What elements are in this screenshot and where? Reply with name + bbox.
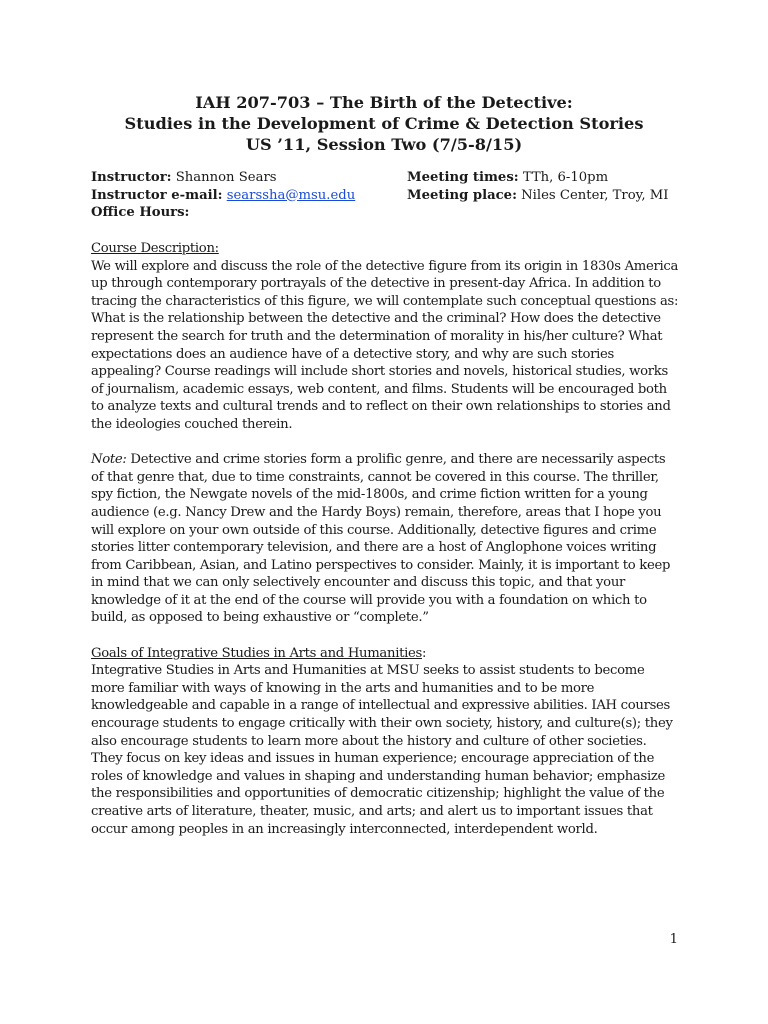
meeting-times-label: Meeting times: — [407, 170, 519, 185]
meeting-place-row — [407, 187, 707, 205]
note-paragraph — [91, 451, 681, 627]
goals-heading-colon: : — [422, 645, 427, 661]
course-description-heading — [91, 240, 681, 258]
meeting-place-label: Meeting place: — [407, 187, 517, 203]
office-hours-label: Office Hours: — [91, 205, 190, 220]
syllabus-body — [91, 240, 681, 838]
meeting-place-value: Niles Center, Troy, MI — [516, 187, 669, 203]
spacer — [91, 627, 681, 645]
email-label: Instructor e-mail: — [91, 187, 223, 203]
instructor-name: Shannon Sears — [171, 170, 277, 185]
goals-heading — [91, 645, 681, 663]
course-description-paragraph: We will explore and discuss the role of the detective figure from its origin in 1830s America up through contemporary portrayals of the detective in present-day Africa. In addition to tracing the characteristics of this figure, we will contemplate such conceptual questions as: What is the relationship between the detective and the criminal? How does the detective represent the search for truth and the determination of morality in his/her culture? What expectations does an audience have of a detective story, and why are such stories appealing? Course readings will include short stories and novels, historical studies, works of journalism, academic essays, web content, and films. Students will be encouraged both to analyze texts and cultural trends and to reflect on their own relationships to stories and the ideologies couched therein. — [91, 258, 679, 432]
meeting-times-row — [407, 169, 707, 187]
spacer — [91, 434, 681, 452]
course-title: IAH 207-703 – The Birth of the Detective: — [195, 93, 573, 112]
office-hours-row — [91, 204, 401, 222]
course-session: US ’11, Session Two (7/5-8/15) — [245, 135, 523, 154]
instructor-row — [91, 169, 401, 187]
note-text: Detective and crime stories form a prolific genre, and there are necessarily aspects of that genre that, due to time constraints, cannot be covered in this course. The thriller, spy fiction, the Newgate novels of the mid-1800s, and crime fiction written for a young audience (e.g. Nancy Drew and the Hardy Boys) remain, therefore, areas that I hope you will explore on your own outside of this course. Additionally, detective figures and crime stories litter contemporary television, and there are a host of Anglophone voices writing from Caribbean, Asian, and Latino perspectives to consider. Mainly, it is important to keep in mind that we can only selectively encounter and discuss this topic, and that your knowledge of it at the end of the course will provide you with a foundation on which to build, as opposed to being exhaustive or “complete.” — [91, 452, 671, 626]
course-subtitle: Studies in the Development of Crime & Detection Stories — [124, 114, 644, 133]
email-row — [91, 187, 401, 205]
goals-heading-text: Goals of Integrative Studies in Arts and Humanities — [91, 645, 422, 661]
page-number: 1 — [669, 932, 678, 947]
instructor-label: Instructor: — [91, 170, 172, 185]
instructor-info — [91, 169, 401, 222]
note-label: Note: — [91, 452, 127, 468]
goals-paragraph: Integrative Studies in Arts and Humanities at MSU seeks to assist students to become more familiar with ways of knowing in the arts and humanities and to be more knowledgeable and capable in a range of intellectual and expressive abilities. IAH courses encourage students to engage critically with their own society, history, and culture(s); they also encourage students to learn more about the history and culture of other societies. They focus on key ideas and issues in human experience; encourage appreciation of the roles of knowledge and values in shaping and understanding human behavior; emphasize the responsibilities and opportunities of democratic citizenship; highlight the value of the creative arts of literature, theater, music, and arts; and alert us to important issues that occur among peoples in an increasingly interconnected, interdependent world. — [91, 663, 673, 837]
meeting-times-value: TTh, 6-10pm — [518, 170, 609, 185]
course-description-heading-text: Course Description: — [91, 241, 219, 256]
email-link[interactable]: searssha@msu.edu — [226, 187, 356, 203]
meeting-info — [407, 169, 707, 204]
course-title-block — [0, 92, 768, 155]
